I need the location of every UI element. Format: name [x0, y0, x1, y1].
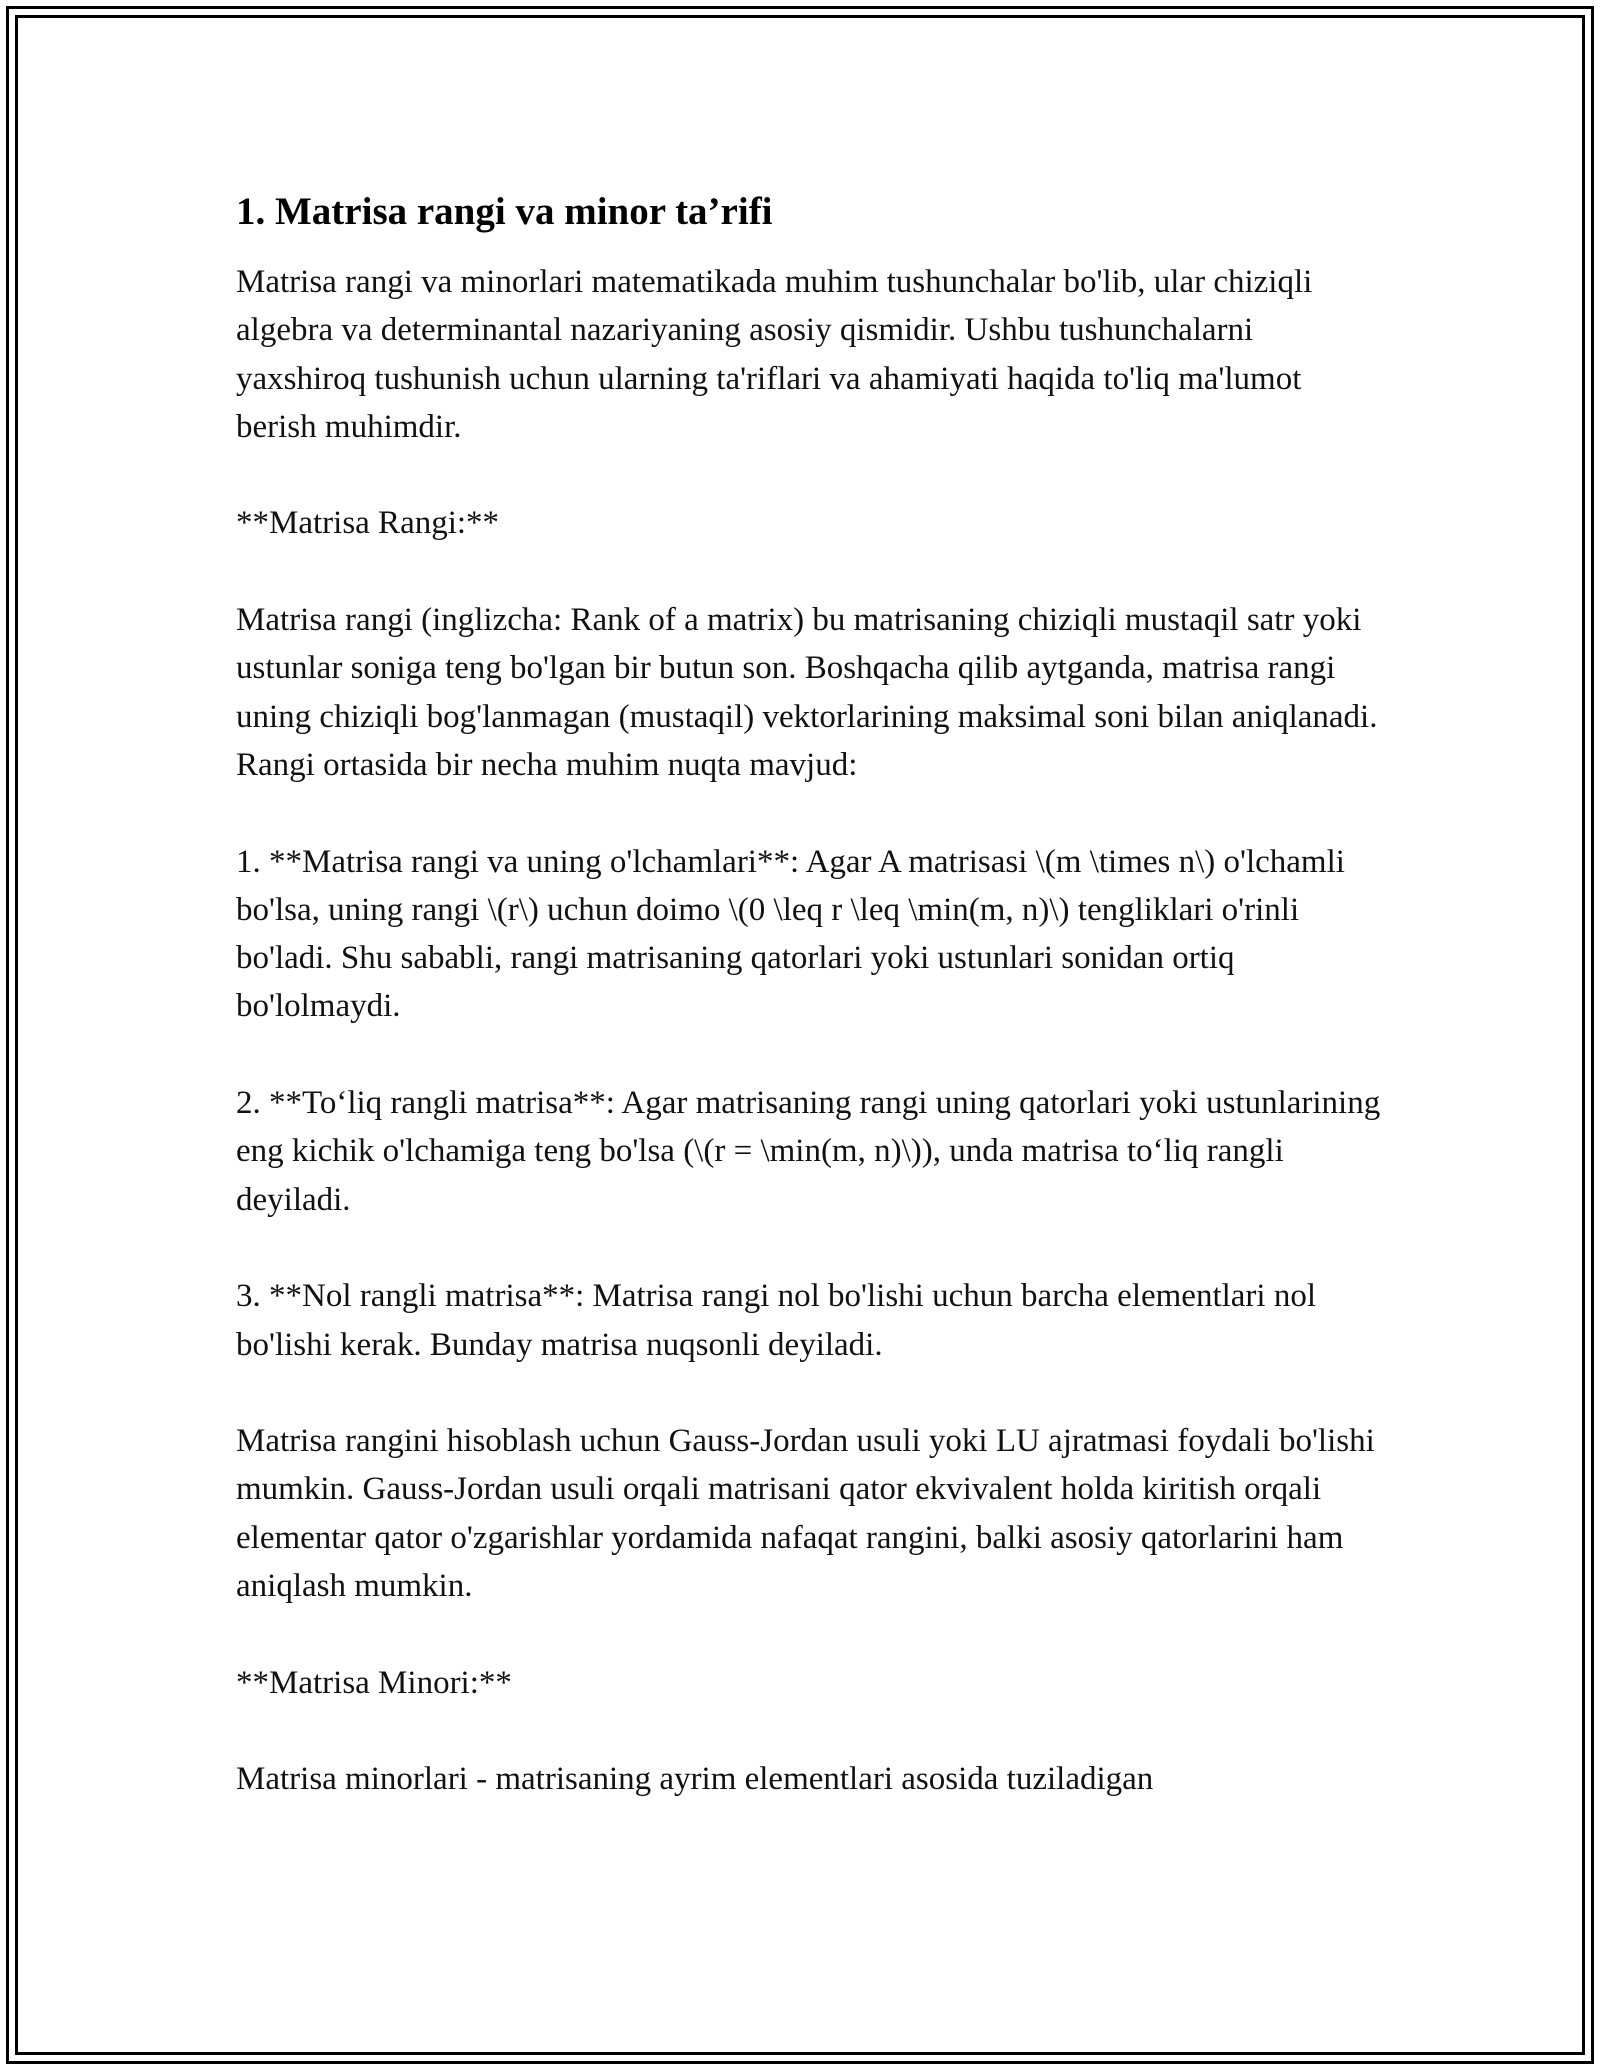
rank-definition-paragraph: Matrisa rangi (inglizcha: Rank of a matrix) bu matrisaning chiziqli mustaqil satr yoki ustunlar soniga teng bo'lgan bir butun son. Boshqacha qilib aytganda, matrisa rangi uning chiziqli bog'lanmagan (mustaqil) vektorlarining maksimal soni bilan aniqlanadi. Rangi ortasida bir necha muhim nuqta mavjud: [236, 602, 1378, 783]
minor-definition-paragraph: Matrisa minorlari - matrisaning ayrim elementlari asosida tuziladigan [236, 1761, 1154, 1798]
section-heading: 1. Matrisa rangi va minor ta’rifi [236, 190, 773, 233]
document-body [236, 186, 1386, 1852]
rank-computation-paragraph: Matrisa rangini hisoblash uchun Gauss-Jordan usuli yoki LU ajratmasi foydali bo'lishi mumkin. Gauss-Jordan usuli orqali matrisani qator ekvivalent holda kiritish orqali elementar qator o'zgarishlar yordamida nafaqat rangini, balki asosiy qatorlarini ham aniqlash mumkin. [236, 1423, 1375, 1605]
minor-subheading: **Matrisa Minori:** [236, 1664, 512, 1701]
rank-subheading: **Matrisa Rangi:** [236, 505, 500, 542]
list-item-full-rank: 2. **To‘liq rangli matrisa**: Agar matrisaning rangi uning qatorlari yoki ustunlarining eng kichik o'lchamiga teng bo'lsa (\(r = \min(m, n)\)), unda matrisa to‘liq rangli deyiladi. [236, 1085, 1381, 1218]
intro-paragraph: Matrisa rangi va minorlari matematikada muhim tushunchalar bo'lib, ular chiziqli algebra va determinantal nazariyaning asosiy qismidir. Ushbu tushunchalarni yaxshiroq tushunish uchun ularning ta'riflari va ahamiyati haqida to'liq ma'lumot berish muhimdir. [236, 264, 1313, 445]
list-item-rank-dimensions: 1. **Matrisa rangi va uning o'lchamlari**: Agar A matrisasi \(m \times n\) o'lchamli bo'lsa, uning rangi \(r\) uchun doimo \(0 \leq r \leq \min(m, n)\) tengliklari o'rinli bo'ladi. Shu sababli, rangi matrisaning qatorlari yoki ustunlari sonidan ortiq bo'lolmaydi. [236, 843, 1345, 1025]
list-item-zero-rank: 3. **Nol rangli matrisa**: Matrisa rangi nol bo'lishi uchun barcha elementlari nol bo'lishi kerak. Bunday matrisa nuqsonli deyiladi. [236, 1278, 1317, 1363]
